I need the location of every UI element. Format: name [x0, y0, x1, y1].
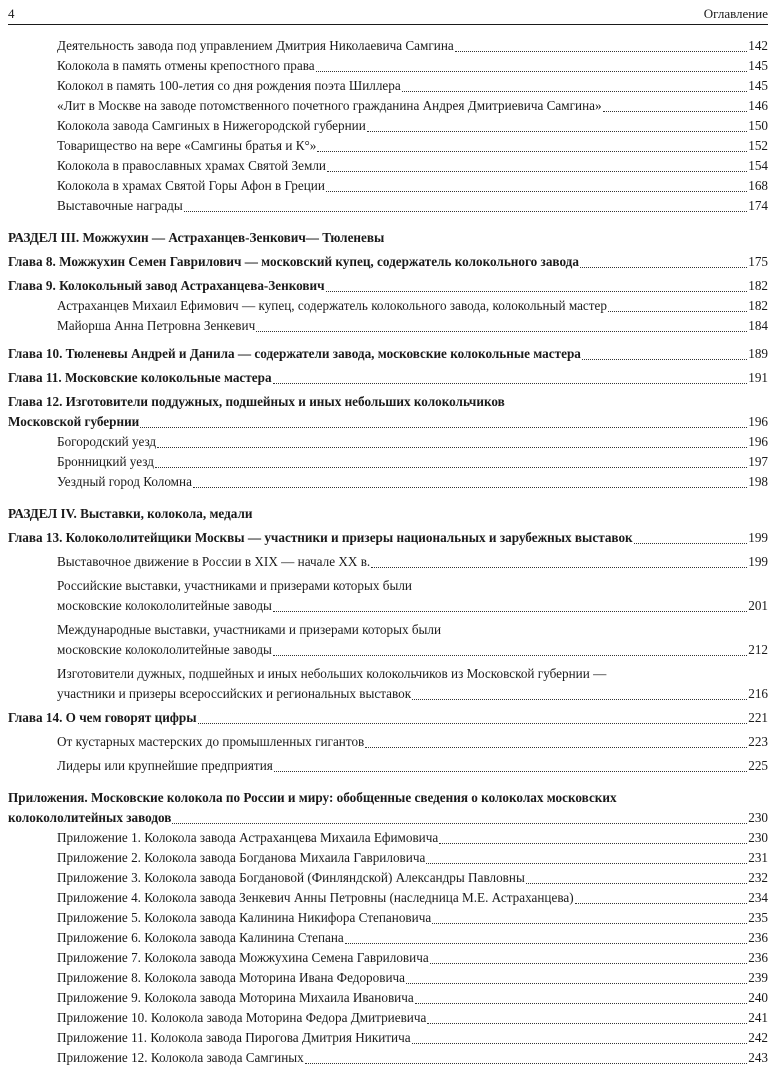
- leader-dots: [256, 331, 747, 332]
- toc-entry[interactable]: [8, 664, 768, 704]
- toc-entry-title: Деятельность завода под управлением Дмитрия Николаевича Самгина: [57, 38, 454, 53]
- toc-entry-page: 236: [748, 930, 768, 945]
- leader-dots: [430, 963, 748, 964]
- section-title: РАЗДЕЛ IV. Выставки, колокола, медали: [8, 506, 253, 521]
- toc-entry-page: 236: [748, 950, 768, 965]
- toc-entry-title: Колокола в память отмены крепостного права: [57, 58, 315, 73]
- toc-entry[interactable]: [8, 1008, 768, 1028]
- toc-entry-title: Выставочное движение в России в XIX — начале XX в.: [57, 554, 371, 569]
- leader-dots: [317, 151, 747, 152]
- leader-dots: [316, 71, 748, 72]
- toc-entry[interactable]: [8, 196, 768, 216]
- toc-entry[interactable]: [8, 1048, 768, 1068]
- toc-entry[interactable]: [8, 828, 768, 848]
- toc-chapter-title-line1: Глава 12. Изготовители поддужных, подшейных и иных небольших колокольчиков: [8, 394, 505, 409]
- toc-entry-title: От кустарных мастерских до промышленных гигантов: [57, 734, 365, 749]
- toc-entry[interactable]: [8, 552, 768, 572]
- toc-chapter-title-line2: Московской губернии: [8, 414, 140, 429]
- toc-entry-title: Колокол в память 100-летия со дня рождения поэта Шиллера: [57, 78, 401, 93]
- toc-entry[interactable]: [8, 156, 768, 176]
- toc-entry-title: Приложение 2. Колокола завода Богданова Михаила Гавриловича: [57, 850, 426, 865]
- leader-dots: [455, 51, 747, 52]
- toc-entry-page: 197: [748, 454, 768, 469]
- toc-entry-title: Приложение 10. Колокола завода Моторина Федора Дмитриевича: [57, 1010, 427, 1025]
- toc-entry[interactable]: [8, 756, 768, 776]
- toc-entry[interactable]: [8, 732, 768, 752]
- leader-dots: [427, 1023, 747, 1024]
- leader-dots: [603, 111, 748, 112]
- toc-entry-page: 184: [748, 318, 768, 333]
- toc-entry[interactable]: [8, 96, 768, 116]
- leader-dots: [140, 427, 747, 428]
- toc-entry[interactable]: [8, 36, 768, 56]
- toc-entry-title: Приложение 4. Колокола завода Зенкевич Анны Петровны (наследница М.Е. Астраханцева): [57, 890, 574, 905]
- toc-entry-title-line1: Изготовители дужных, подшейных и иных небольших колокольчиков из Московской губернии —: [57, 666, 607, 681]
- leader-dots: [634, 543, 748, 544]
- leader-dots: [172, 823, 747, 824]
- toc-entry-title: Колокола в храмах Святой Горы Афон в Греции: [57, 178, 325, 193]
- toc-entry-page: 216: [748, 686, 768, 701]
- toc-entry-title-line1: Российские выставки, участниками и призерами которых были: [57, 578, 412, 593]
- leader-dots: [327, 171, 747, 172]
- leader-dots: [273, 383, 748, 384]
- toc-entry-page: 182: [748, 298, 768, 313]
- toc-entry-title: Приложение 9. Колокола завода Моторина Михаила Ивановича: [57, 990, 414, 1005]
- leader-dots: [345, 943, 747, 944]
- toc-entry-title: Приложение 11. Колокола завода Пирогова Дмитрия Никитича: [57, 1030, 411, 1045]
- toc-entry[interactable]: [8, 316, 768, 336]
- toc-entry-title: Приложение 8. Колокола завода Моторина Ивана Федоровича: [57, 970, 406, 985]
- leader-dots: [157, 447, 747, 448]
- toc-entry-page: 145: [748, 78, 768, 93]
- toc-entry[interactable]: [8, 928, 768, 948]
- toc-entry-page: 198: [748, 474, 768, 489]
- toc-entry-page: 168: [748, 178, 768, 193]
- toc-entry-page: 199: [748, 554, 768, 569]
- toc-entry[interactable]: [8, 1028, 768, 1048]
- toc-entry[interactable]: [8, 452, 768, 472]
- toc-chapter-page: 191: [748, 370, 768, 385]
- toc-entry[interactable]: [8, 76, 768, 96]
- toc-entry-page: 240: [748, 990, 768, 1005]
- toc-entry-page: 145: [748, 58, 768, 73]
- leader-dots: [582, 359, 747, 360]
- toc-chapter-title: Глава 13. Колокололитейщики Москвы — участники и призеры национальных и зарубежных выставок: [8, 530, 633, 545]
- toc-chapter-page: 221: [748, 710, 768, 725]
- toc-appendix-title-line2: колокололитейных заводов: [8, 810, 172, 825]
- leader-dots: [155, 467, 747, 468]
- leader-dots: [274, 771, 747, 772]
- leader-dots: [426, 863, 747, 864]
- toc-entry-page: 230: [748, 830, 768, 845]
- toc-entry-title: Приложение 1. Колокола завода Астраханцева Михаила Ефимовича: [57, 830, 439, 845]
- leader-dots: [193, 487, 747, 488]
- toc-entry[interactable]: [8, 136, 768, 156]
- page-header: [8, 4, 768, 25]
- leader-dots: [575, 903, 748, 904]
- leader-dots: [273, 611, 747, 612]
- toc-entry-title: Астраханцев Михаил Ефимович — купец, содержатель колокольного завода, колокольный мастер: [57, 298, 607, 313]
- toc-chapter-page: 199: [748, 530, 768, 545]
- toc-chapter-page: 196: [748, 414, 768, 429]
- toc-entry[interactable]: [8, 908, 768, 928]
- toc-entry-page: 223: [748, 734, 768, 749]
- toc-entry[interactable]: [8, 576, 768, 616]
- toc-chapter-title: Глава 14. О чем говорят цифры: [8, 710, 197, 725]
- toc-chapter[interactable]: [8, 276, 768, 296]
- toc-entry[interactable]: [8, 620, 768, 660]
- toc-chapter-page: 175: [748, 254, 768, 269]
- toc-entry-title: Уездный город Коломна: [57, 474, 192, 489]
- toc-entry[interactable]: [8, 948, 768, 968]
- leader-dots: [439, 843, 747, 844]
- leader-dots: [365, 747, 747, 748]
- toc-chapter-page: 182: [748, 278, 768, 293]
- leader-dots: [305, 1063, 747, 1064]
- toc-entry[interactable]: [8, 868, 768, 888]
- toc-chapter[interactable]: [8, 344, 768, 364]
- toc-entry-title: Колокола завода Самгиных в Нижегородской губернии: [57, 118, 366, 133]
- toc-entry[interactable]: [8, 848, 768, 868]
- toc-entry-title-line1: Международные выставки, участниками и призерами которых были: [57, 622, 442, 637]
- toc-entry[interactable]: [8, 56, 768, 76]
- toc-entry-page: 243: [748, 1050, 768, 1065]
- toc-entry-title: Майорша Анна Петровна Зенкевич: [57, 318, 256, 333]
- section-heading: [8, 228, 768, 248]
- leader-dots: [415, 1003, 748, 1004]
- toc-entry-page: 152: [748, 138, 768, 153]
- toc-entry-title: Приложение 6. Колокола завода Калинина Степана: [57, 930, 344, 945]
- toc-entry-title: Бронницкий уезд: [57, 454, 154, 469]
- leader-dots: [432, 923, 747, 924]
- toc-entry-title: Приложение 12. Колокола завода Самгиных: [57, 1050, 304, 1065]
- toc-entry-page: 154: [748, 158, 768, 173]
- toc-chapter-page: 189: [748, 346, 768, 361]
- leader-dots: [184, 211, 748, 212]
- toc-entry[interactable]: [8, 296, 768, 316]
- toc-appendix[interactable]: [8, 788, 768, 828]
- leader-dots: [367, 131, 747, 132]
- toc-entry-page: 150: [748, 118, 768, 133]
- toc-chapter-title: Глава 8. Можжухин Семен Гаврилович — московский купец, содержатель колокольного завода: [8, 254, 579, 269]
- leader-dots: [406, 983, 747, 984]
- leader-dots: [273, 655, 747, 656]
- toc-entry-page: 142: [748, 38, 768, 53]
- toc-entry-title-line2: участники и призеры всероссийских и региональных выставок: [57, 686, 412, 701]
- toc-chapter-title: Глава 11. Московские колокольные мастера: [8, 370, 272, 385]
- toc-entry-title: Приложение 7. Колокола завода Можжухина Семена Гавриловича: [57, 950, 429, 965]
- toc-entry-title: Лидеры или крупнейшие предприятия: [57, 758, 273, 773]
- toc-entry-page: 225: [748, 758, 768, 773]
- leader-dots: [198, 723, 748, 724]
- leader-dots: [326, 191, 747, 192]
- section-title: РАЗДЕЛ III. Можжухин — Астраханцев-Зенкович— Тюленевы: [8, 230, 385, 245]
- toc-entry-page: 231: [748, 850, 768, 865]
- toc-entry-page: 174: [748, 198, 768, 213]
- toc-entry-page: 196: [748, 434, 768, 449]
- toc-entry-title-line2: московские колокололитейные заводы: [57, 598, 272, 613]
- running-title: Оглавление: [703, 6, 768, 21]
- toc-appendix-title-line1: Приложения. Московские колокола по России и миру: обобщенные сведения о колоколах московских: [8, 790, 617, 805]
- toc-entry[interactable]: [8, 472, 768, 492]
- toc-chapter[interactable]: [8, 368, 768, 388]
- toc-entry[interactable]: [8, 988, 768, 1008]
- leader-dots: [326, 291, 748, 292]
- toc-entry-page: 146: [748, 98, 768, 113]
- toc-chapter[interactable]: [8, 708, 768, 728]
- toc-chapter-title: Глава 9. Колокольный завод Астраханцева-Зенкович: [8, 278, 325, 293]
- leader-dots: [412, 1043, 748, 1044]
- toc-entry-page: 235: [748, 910, 768, 925]
- toc-entry-page: 242: [748, 1030, 768, 1045]
- toc-entry-page: 232: [748, 870, 768, 885]
- toc-entry-title: Приложение 5. Колокола завода Калинина Никифора Степановича: [57, 910, 432, 925]
- toc-entry-page: 234: [748, 890, 768, 905]
- toc-chapter-title: Глава 10. Тюленевы Андрей и Данила — содержатели завода, московские колокольные мастера: [8, 346, 581, 361]
- page-number: 4: [8, 6, 15, 21]
- toc-entry-title: «Лит в Москве на заводе потомственного почетного гражданина Андрея Дмитриевича Самгина»: [57, 98, 602, 113]
- toc-entry-page: 239: [748, 970, 768, 985]
- table-of-contents: [8, 36, 768, 1068]
- toc-entry-title: Приложение 3. Колокола завода Богдановой (Финляндской) Александры Павловны: [57, 870, 525, 885]
- toc-entry-page: 212: [748, 642, 768, 657]
- toc-entry-page: 201: [748, 598, 768, 613]
- leader-dots: [526, 883, 747, 884]
- toc-appendix-page: 230: [748, 810, 768, 825]
- toc-entry[interactable]: [8, 888, 768, 908]
- toc-entry[interactable]: [8, 968, 768, 988]
- toc-entry-title: Товарищество на вере «Самгины братья и К°»: [57, 138, 317, 153]
- toc-entry-title: Богородский уезд: [57, 434, 157, 449]
- leader-dots: [402, 91, 747, 92]
- section-heading: [8, 504, 768, 524]
- toc-entry[interactable]: [8, 176, 768, 196]
- toc-chapter[interactable]: [8, 528, 768, 548]
- toc-entry-title-line2: московские колокололитейные заводы: [57, 642, 272, 657]
- leader-dots: [371, 567, 747, 568]
- toc-entry-title: Колокола в православных храмах Святой Земли: [57, 158, 326, 173]
- toc-entry-title: Выставочные награды: [57, 198, 183, 213]
- toc-chapter[interactable]: [8, 252, 768, 272]
- toc-chapter[interactable]: [8, 392, 768, 432]
- toc-entry-page: 241: [748, 1010, 768, 1025]
- toc-entry[interactable]: [8, 432, 768, 452]
- leader-dots: [580, 267, 747, 268]
- leader-dots: [412, 699, 747, 700]
- toc-entry[interactable]: [8, 116, 768, 136]
- leader-dots: [608, 311, 747, 312]
